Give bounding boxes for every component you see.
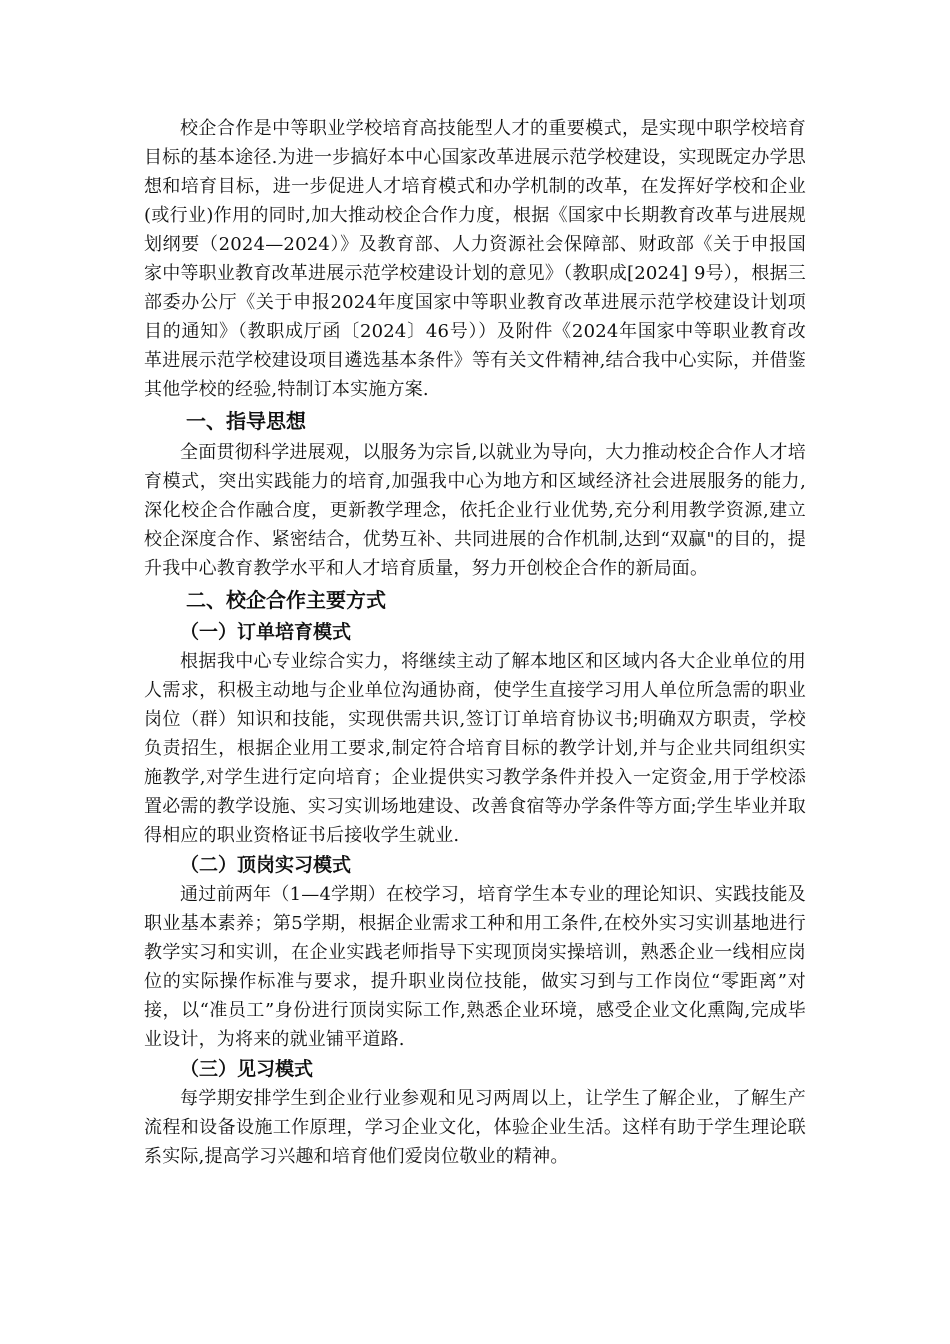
guiding-ideology-paragraph: 全面贯彻科学进展观，以服务为宗旨,以就业为导向，大力推动校企合作人才培育模式，突出实践能力的培育,加强我中心为地方和区域经济社会进展服务的能力,深化校企合作融合度，更新教学理念，依托企业行业优势,充分利用教学资源,建立校企深度合作、紧密结合，优势互补、共同进展的合作机制,达到“双赢"的目的，提升我中心教育教学水平和人才培育质量，努力开创校企合作的新局面。 [144,442,806,579]
observation-paragraph: 每学期安排学生到企业行业参观和见习两周以上，让学生了解企业，了解生产流程和设备设施工作原理，学习企业文化，体验企业生活。这样有助于学生理论联系实际,提高学习兴趣和培育他们爱岗位敬业的精神。 [144,1088,806,1167]
subheading-observation: （三）见习模式 [180,1058,314,1080]
internship-paragraph: 通过前两年（1—4学期）在校学习，培育学生本专业的理论知识、实践技能及职业基本素养；第5学期，根据企业需求工种和用工条件,在校外实习实训基地进行教学实习和实训，在企业实践老师指导下实现顶岗实操培训，熟悉企业一线相应岗位的实际操作标准与要求，提升职业岗位技能，做实习到与工作岗位“零距离”对接，以“准员工”身份进行顶岗实际工作,熟悉企业环境，感受企业文化熏陶,完成毕业设计，为将来的就业铺平道路. [144,884,806,1050]
section-heading-cooperation-methods: 二、校企合作主要方式 [186,588,386,612]
document-page [144,114,806,1171]
order-training-paragraph: 根据我中心专业综合实力，将继续主动了解本地区和区域内各大企业单位的用人需求，积极主动地与企业单位沟通协商，使学生直接学习用人单位所急需的职业岗位（群）知识和技能，实现供需共识,签订订单培育协议书;明确双方职责，学校负责招生，根据企业用工要求,制定符合培育目标的教学计划,并与企业共同组织实施教学,对学生进行定向培育；企业提供实习教学条件并投入一定资金,用于学校添置必需的教学设施、实习实训场地建设、改善食宿等办学条件等方面;学生毕业并取得相应的职业资格证书后接收学生就业. [144,651,806,846]
section-heading-guiding-ideology: 一、指导思想 [186,409,306,433]
subheading-order-training: （一）订单培育模式 [180,621,352,643]
subheading-internship: （二）顶岗实习模式 [180,854,352,876]
intro-paragraph: 校企合作是中等职业学校培育高技能型人才的重要模式，是实现中职学校培育目标的基本途径.为进一步搞好本中心国家改革进展示范学校建设，实现既定办学思想和培育目标，进一步促进人才培育模式和办学机制的改革，在发挥好学校和企业(或行业)作用的同时,加大推动校企合作力度，根据《国家中长期教育改革与进展规划纲要（2024—2024）》及教育部、人力资源社会保障部、财政部《关于申报国家中等职业教育改革进展示范学校建设计划的意见》（教职成[2024] 9号），根据三部委办公厅《关于申报2024年度国家中等职业教育改革进展示范学校建设计划项目的通知》（教职成厅函〔2024〕46号））及附件《2024年国家中等职业教育改革进展示范学校建设项目遴选基本条件》等有关文件精神,结合我中心实际，并借鉴其他学校的经验,特制订本实施方案. [144,118,806,400]
